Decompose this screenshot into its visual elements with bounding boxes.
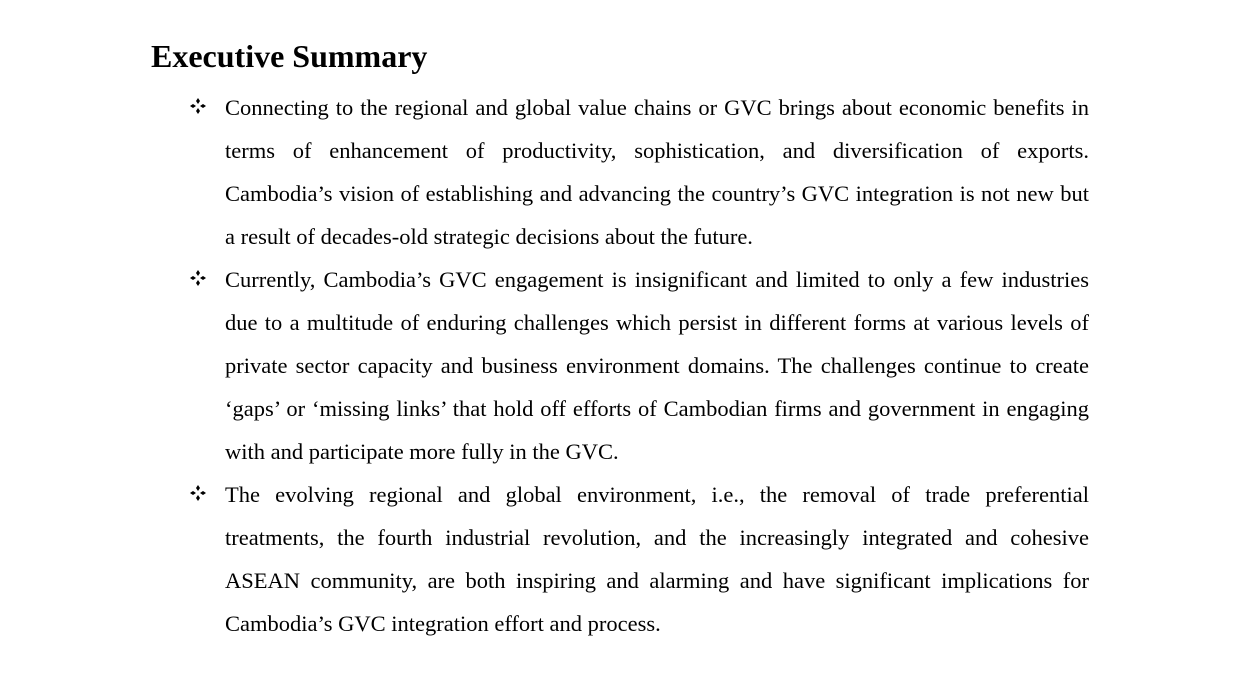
list-item: [0, 258, 1240, 473]
summary-bullet-list: [0, 86, 1240, 645]
four-diamond-bullet-icon: [189, 269, 207, 287]
page-title: Executive Summary: [151, 38, 428, 74]
bullet-text: Currently, Cambodia’s GVC engagement is insignificant and limited to only a few industries due to a multitude of enduring challenges which persist in different forms at various levels of private sector capacity and business environment domains. The challenges continue to create ‘gaps’ or ‘missing links’ that hold off efforts of Cambodian firms and government in engaging with and participate more fully in the GVC.: [225, 267, 1089, 464]
list-item: [0, 473, 1240, 645]
list-item: [0, 86, 1240, 258]
four-diamond-bullet-icon: [189, 484, 207, 502]
bullet-text: Connecting to the regional and global value chains or GVC brings about economic benefits in terms of enhancement of productivity, sophistication, and diversification of exports. Cambodia’s vision of establishing and advancing the country’s GVC integration is not new but a result of decades-old strategic decisions about the future.: [225, 95, 1089, 249]
four-diamond-bullet-icon: [189, 97, 207, 115]
bullet-text: The evolving regional and global environment, i.e., the removal of trade preferential treatments, the fourth industrial revolution, and the increasingly integrated and cohesive ASEAN community, are both inspiring and alarming and have significant implications for Cambodia’s GVC integration effort and process.: [225, 482, 1089, 636]
